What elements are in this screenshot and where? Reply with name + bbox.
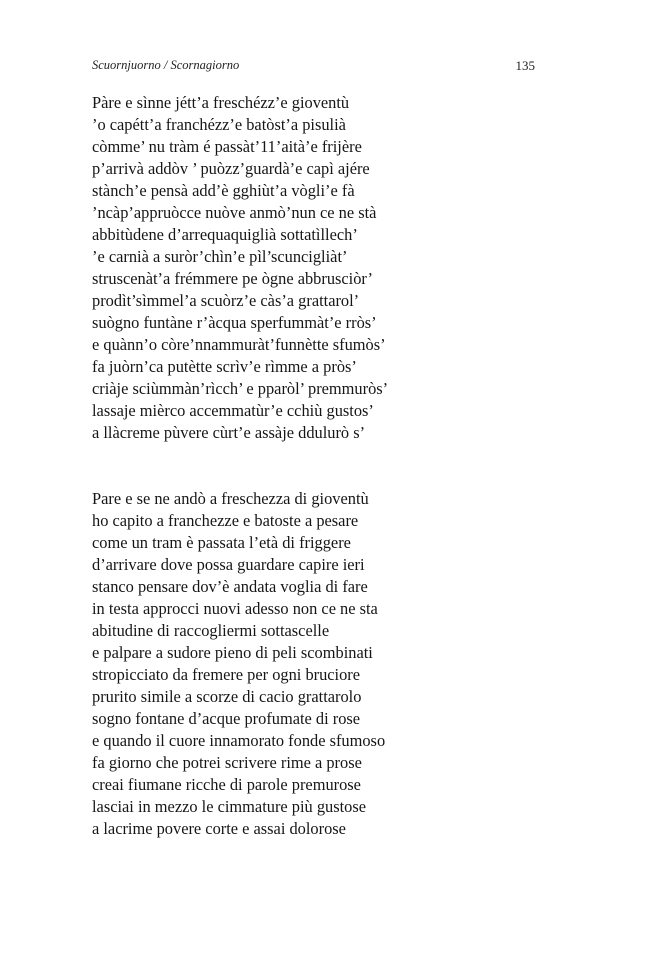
verse-line: fa giorno che potrei scrivere rime a prose xyxy=(92,753,362,772)
verse-line: creai fiumane ricche di parole premurose xyxy=(92,775,361,794)
verse-line: prodìt’sìmmel’a scuòrz’e càs’a grattarol’ xyxy=(92,291,360,310)
verse-line: criàje sciùmmàn’rìcch’ e pparòl’ premmuròs’ xyxy=(92,379,389,398)
poem-italian xyxy=(92,488,385,840)
verse-line: Pàre e sìnne jétt’a freschézz’e gioventù xyxy=(92,93,350,112)
verse-line: e palpare a sudore pieno di peli scombinati xyxy=(92,643,373,662)
verse-line: p’arrivà addòv ’ puòzz’guardà’e capì ajére xyxy=(92,159,370,178)
verse-line: Pare e se ne andò a freschezza di gioventù xyxy=(92,489,369,508)
verse-line: come un tram è passata l’età di friggere xyxy=(92,533,351,552)
verse-line: in testa approcci nuovi adesso non ce ne sta xyxy=(92,599,378,618)
verse-line: stànch’e pensà add’è gghiùt’a vògli’e fà xyxy=(92,181,355,200)
verse-line: e quànn’o còre’nnammuràt’funnètte sfumòs’ xyxy=(92,335,386,354)
verse-line: sogno fontane d’acque profumate di rose xyxy=(92,709,361,728)
running-header xyxy=(92,58,535,76)
verse-line: d’arrivare dove possa guardare capire ieri xyxy=(92,555,365,574)
verse-line: prurito simile a scorze di cacio grattarolo xyxy=(92,687,362,706)
verse-line: abitudine di raccogliermi sottascelle xyxy=(92,621,330,640)
verse-line: còmme’ nu tràm é passàt’11’aità’e frijère xyxy=(92,137,362,156)
verse-line: fa juòrn’ca putètte scrìv’e rìmme a pròs’ xyxy=(92,357,357,376)
verse-line: lasciai in mezzo le cimmature più gustose xyxy=(92,797,366,816)
page-number: 135 xyxy=(515,58,535,73)
verse-line: ho capito a franchezze e batoste a pesare xyxy=(92,511,359,530)
verse-line: a llàcreme pùvere cùrt’e assàje ddulurò s’ xyxy=(92,423,366,442)
verse-line: stropicciato da fremere per ogni bruciore xyxy=(92,665,361,684)
verse-line: suògno funtàne r’àcqua sperfummàt’e rròs’ xyxy=(92,313,377,332)
verse-line: lassaje mièrco accemmatùr’e cchiù gustos’ xyxy=(92,401,374,420)
verse-line: e quando il cuore innamorato fonde sfumoso xyxy=(92,731,386,750)
verse-line: struscenàt’a frémmere pe ògne abbrusciòr’ xyxy=(92,269,373,288)
verse-line: ’e carnià a suròr’chìn’e pìl’scuncigliàt’ xyxy=(92,247,348,266)
verse-line: ’ncàp’appruòcce nuòve anmò’nun ce ne stà xyxy=(92,203,377,222)
verse-line: a lacrime povere corte e assai dolorose xyxy=(92,819,346,838)
verse-line: ’o capétt’a franchézz’e batòst’a pisulià xyxy=(92,115,346,134)
poem-dialect xyxy=(92,92,388,444)
verse-line: abbitùdene d’arrequaquiglià sottatìllech’ xyxy=(92,225,358,244)
verse-line: stanco pensare dov’è andata voglia di fare xyxy=(92,577,368,596)
running-title: Scuornjuorno / Scornagiorno xyxy=(92,58,240,72)
